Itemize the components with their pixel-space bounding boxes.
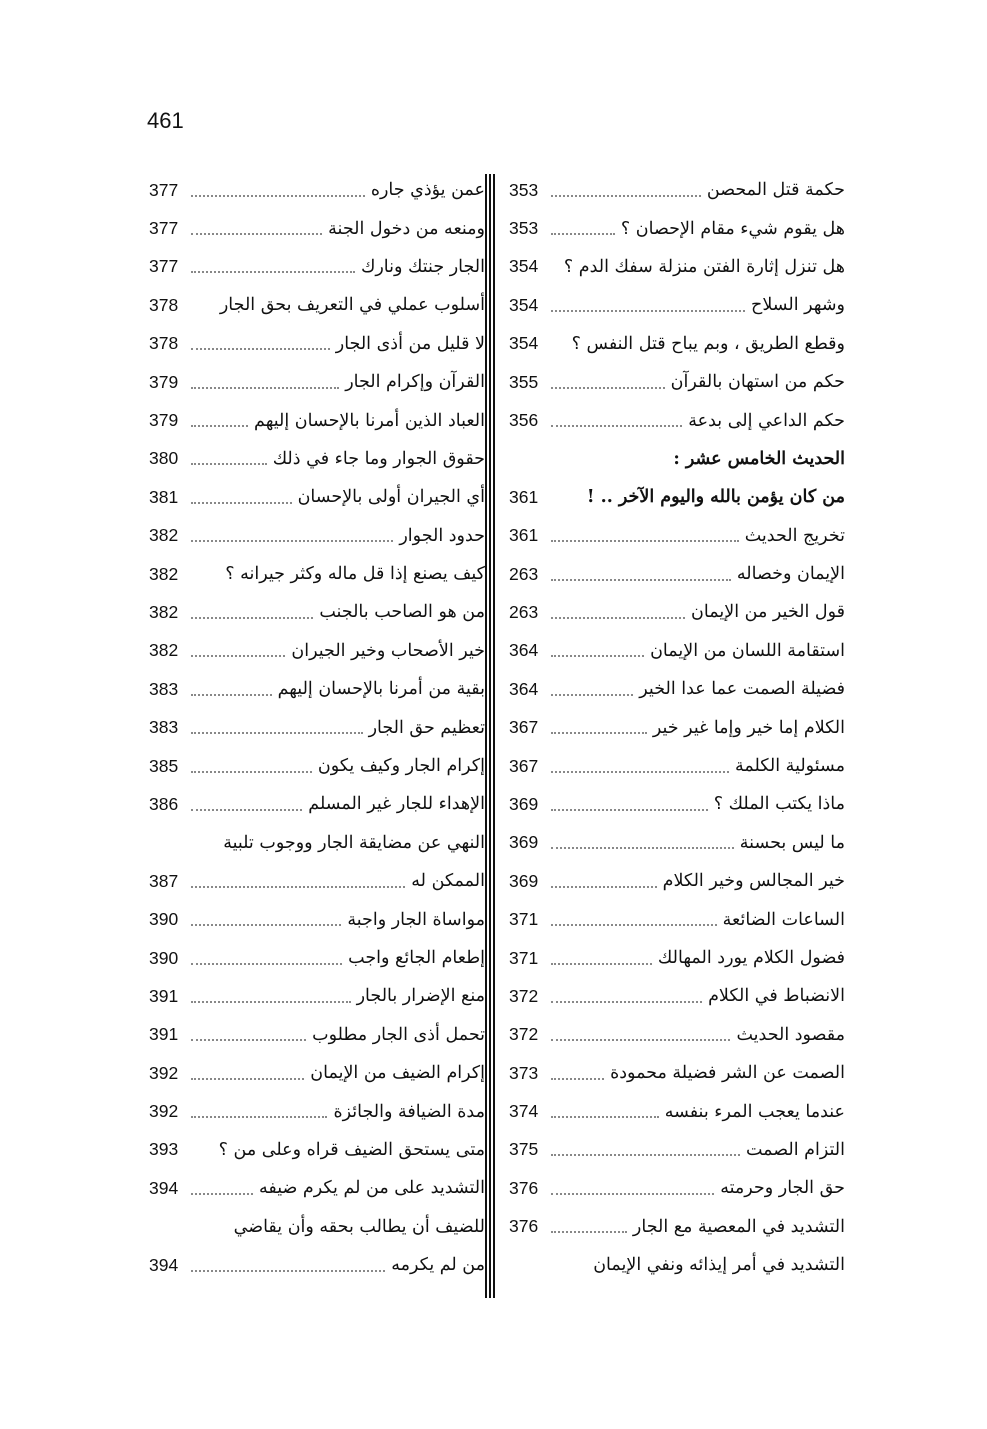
toc-entry bbox=[497, 939, 845, 977]
toc-entry bbox=[143, 785, 485, 823]
toc-entry-title: الإهداء للجار غير المسلم bbox=[308, 794, 485, 815]
toc-entry-page: 378 bbox=[149, 333, 179, 354]
toc-entry bbox=[143, 401, 485, 439]
toc-entry bbox=[143, 440, 485, 478]
toc-entry-page: 382 bbox=[149, 640, 179, 661]
toc-entry-title: إكرام الضيف من الإيمان bbox=[310, 1063, 485, 1084]
leader-dots bbox=[191, 616, 313, 619]
toc-entry bbox=[497, 1016, 845, 1054]
toc-entry-page: 354 bbox=[509, 294, 539, 315]
leader-dots bbox=[551, 194, 701, 197]
toc-entry-title: ماذا يكتب الملك ؟ bbox=[713, 794, 845, 815]
toc-entry-title: العباد الذين أمرنا بالإحسان إليهم bbox=[254, 410, 485, 431]
leader-dots bbox=[191, 1192, 253, 1195]
leader-dots bbox=[191, 654, 285, 657]
leader-dots bbox=[551, 885, 657, 888]
toc-entry-title: التزام الصمت bbox=[745, 1139, 845, 1160]
toc-entry-page: 371 bbox=[509, 947, 539, 968]
toc-entry-page: 374 bbox=[509, 1101, 539, 1122]
toc-entry-page: 391 bbox=[149, 985, 179, 1006]
leader-dots bbox=[551, 578, 731, 581]
toc-entry-page: 390 bbox=[149, 909, 179, 930]
toc-entry-title: أسلوب عملي في التعريف بحق الجار bbox=[219, 295, 485, 316]
leader-dots bbox=[551, 1230, 627, 1233]
toc-entry bbox=[497, 209, 845, 247]
toc-entry bbox=[143, 1246, 485, 1284]
toc-entry bbox=[497, 363, 845, 401]
toc-entry bbox=[497, 900, 845, 938]
toc-entry bbox=[143, 1054, 485, 1092]
toc-entry bbox=[497, 747, 845, 785]
toc-entry-page: 361 bbox=[509, 486, 539, 507]
toc-entry-page: 364 bbox=[509, 678, 539, 699]
toc-entry bbox=[143, 593, 485, 631]
toc-entry-title: الكلام إما خير وإما غير خير bbox=[652, 717, 845, 738]
toc-entry bbox=[497, 248, 845, 286]
leader-dots bbox=[191, 232, 322, 235]
toc-entry bbox=[143, 632, 485, 670]
leader-dots bbox=[551, 923, 717, 926]
leader-dots bbox=[191, 885, 405, 888]
toc-entry-title: لا قليل من أذى الجار bbox=[335, 333, 485, 354]
toc-entry-page: 380 bbox=[149, 448, 179, 469]
leader-dots bbox=[191, 808, 302, 811]
leader-dots bbox=[551, 386, 665, 389]
toc-entry-page: 353 bbox=[509, 179, 539, 200]
toc-entry-page: 394 bbox=[149, 1254, 179, 1275]
toc-entry-page: 379 bbox=[149, 371, 179, 392]
toc-entry-title: تخريج الحديث bbox=[744, 525, 845, 546]
toc-entry-page: 263 bbox=[509, 601, 539, 622]
toc-entry-page: 376 bbox=[509, 1177, 539, 1198]
toc-entry-title: بقية من أمرنا بالإحسان إليهم bbox=[277, 679, 485, 700]
leader-dots bbox=[191, 1038, 306, 1041]
toc-entry bbox=[497, 1169, 845, 1207]
leader-dots bbox=[191, 1077, 304, 1080]
toc-entry-title: خير الأصحاب وخير الجيران bbox=[291, 640, 485, 661]
toc-entry-title: التشديد في المعصية مع الجار bbox=[632, 1216, 845, 1237]
toc-entry-title: هل يقوم شيء مقام الإحصان ؟ bbox=[620, 218, 845, 239]
toc-entry-page: 383 bbox=[149, 717, 179, 738]
toc-entry bbox=[143, 517, 485, 555]
leader-dots bbox=[191, 1115, 327, 1118]
toc-entry-title: مدة الضيافة والجائزة bbox=[333, 1101, 485, 1122]
toc-entry-page: 379 bbox=[149, 410, 179, 431]
toc-entry-page: 393 bbox=[149, 1139, 179, 1160]
toc-entry-page: 377 bbox=[149, 218, 179, 239]
leader-dots bbox=[191, 923, 341, 926]
toc-entry-title: حدود الجوار bbox=[399, 525, 485, 546]
leader-dots bbox=[551, 1000, 702, 1003]
toc-entry-title: الحديث الخامس عشر : bbox=[673, 448, 845, 469]
toc-entry bbox=[497, 171, 845, 209]
leader-dots bbox=[551, 539, 739, 542]
toc-entry bbox=[497, 1246, 845, 1284]
toc-entry-page: 367 bbox=[509, 755, 539, 776]
leader-dots bbox=[551, 1153, 740, 1156]
toc-entry-page: 382 bbox=[149, 563, 179, 584]
leader-dots bbox=[191, 1000, 351, 1003]
toc-entry bbox=[143, 670, 485, 708]
toc-entry-page: 382 bbox=[149, 525, 179, 546]
toc-entry bbox=[497, 478, 845, 516]
leader-dots bbox=[551, 424, 682, 427]
toc-entry-title: وشهر السلاح bbox=[751, 295, 845, 316]
toc-entry bbox=[143, 824, 485, 862]
toc-entry-title: عمن يؤذي جاره bbox=[370, 180, 485, 201]
toc-entry bbox=[143, 209, 485, 247]
toc-entry-title: مسئولية الكلمة bbox=[734, 756, 845, 777]
toc-entry-title: للضيف أن يطالب بحقه وأن يقاضي bbox=[233, 1216, 485, 1237]
leader-dots bbox=[551, 770, 729, 773]
toc-entry bbox=[497, 517, 845, 555]
toc-entry bbox=[143, 1169, 485, 1207]
toc-entry bbox=[497, 862, 845, 900]
toc-entry-page: 369 bbox=[509, 832, 539, 853]
leader-dots bbox=[551, 693, 633, 696]
toc-entry-page: 392 bbox=[149, 1101, 179, 1122]
toc-entry bbox=[497, 824, 845, 862]
toc-entry-page: 391 bbox=[149, 1024, 179, 1045]
toc-entry-title: فضيلة الصمت عما عدا الخير bbox=[639, 679, 845, 700]
toc-entry-page: 386 bbox=[149, 793, 179, 814]
toc-entry bbox=[143, 363, 485, 401]
toc-entry bbox=[143, 977, 485, 1015]
toc-entry-page: 378 bbox=[149, 294, 179, 315]
toc-entry-title: الصمت عن الشر فضيلة محمودة bbox=[610, 1063, 845, 1084]
toc-entry-page: 361 bbox=[509, 525, 539, 546]
toc-entry-page: 367 bbox=[509, 717, 539, 738]
toc-entry-title: الساعات الضائعة bbox=[722, 909, 845, 930]
toc-entry-page: 373 bbox=[509, 1062, 539, 1083]
toc-entry-title: حكم الداعي إلى بدعة bbox=[688, 410, 845, 431]
toc-entry-title: التشديد في أمر إيذائه ونفي الإيمان bbox=[593, 1255, 845, 1276]
toc-entry bbox=[497, 286, 845, 324]
leader-dots bbox=[551, 616, 685, 619]
leader-dots bbox=[551, 808, 708, 811]
toc-entry-page: 385 bbox=[149, 755, 179, 776]
page-number: 461 bbox=[147, 108, 184, 133]
leader-dots bbox=[191, 693, 272, 696]
toc-entry-title: الجار جنتك ونارك bbox=[360, 256, 485, 277]
toc-entry-title: حق الجار وحرمته bbox=[720, 1178, 845, 1199]
toc-entry-title: وقطع الطريق ، وبم يباح قتل النفس ؟ bbox=[571, 333, 845, 354]
toc-entry bbox=[497, 708, 845, 746]
toc-entry-title: ومنعه من دخول الجنة bbox=[328, 218, 485, 239]
leader-dots bbox=[551, 1077, 604, 1080]
toc-entry-page: 381 bbox=[149, 486, 179, 507]
toc-entry bbox=[497, 1131, 845, 1169]
toc-entry-page: 369 bbox=[509, 793, 539, 814]
toc-entry bbox=[497, 440, 845, 478]
toc-entry-title: تعظيم حق الجار bbox=[368, 717, 485, 738]
toc-entry-page: 390 bbox=[149, 947, 179, 968]
toc-entry bbox=[143, 325, 485, 363]
toc-entry-page: 369 bbox=[509, 870, 539, 891]
leader-dots bbox=[551, 1038, 730, 1041]
toc-entry-title: حقوق الجوار وما جاء في ذلك bbox=[272, 448, 485, 469]
toc-entry-title: حكمة قتل المحصن bbox=[706, 180, 845, 201]
leader-dots bbox=[551, 846, 734, 849]
toc-entry-page: 263 bbox=[509, 563, 539, 584]
toc-entry bbox=[143, 1208, 485, 1246]
toc-entry bbox=[497, 1054, 845, 1092]
toc-entry-title: إكرام الجار وكيف يكون bbox=[317, 756, 485, 777]
toc-entry-title: من هو الصاحب بالجنب bbox=[319, 602, 485, 623]
toc-entry bbox=[143, 708, 485, 746]
leader-dots bbox=[191, 501, 292, 504]
toc-entry bbox=[143, 747, 485, 785]
toc-entry-title: خير المجالس وخير الكلام bbox=[662, 871, 845, 892]
toc-entry bbox=[143, 862, 485, 900]
column-divider bbox=[485, 174, 495, 1298]
toc-entry-page: 377 bbox=[149, 256, 179, 277]
toc-entry bbox=[497, 632, 845, 670]
toc-entry-title: قول الخير من الإيمان bbox=[691, 602, 845, 623]
toc-entry-page: 392 bbox=[149, 1062, 179, 1083]
toc-entry-title: من لم يكرمه bbox=[391, 1255, 485, 1276]
leader-dots bbox=[191, 270, 355, 273]
leader-dots bbox=[551, 731, 647, 734]
toc-entry bbox=[497, 555, 845, 593]
toc-entry-page: 355 bbox=[509, 371, 539, 392]
toc-entry-title: استقامة اللسان من الإيمان bbox=[650, 640, 845, 661]
toc-entry bbox=[143, 286, 485, 324]
leader-dots bbox=[551, 654, 644, 657]
toc-entry-title: عندما يعجب المرء بنفسه bbox=[664, 1101, 845, 1122]
leader-dots bbox=[191, 462, 267, 465]
toc-entry-page: 375 bbox=[509, 1139, 539, 1160]
toc-entry-title: الإيمان وخصاله bbox=[736, 564, 845, 585]
leader-dots bbox=[191, 194, 365, 197]
toc-entry-title: فضول الكلام يورد المهالك bbox=[657, 948, 845, 968]
toc-entry-page: 383 bbox=[149, 678, 179, 699]
toc-entry bbox=[497, 593, 845, 631]
toc-entry-page: 382 bbox=[149, 601, 179, 622]
leader-dots bbox=[191, 386, 339, 389]
toc-entry bbox=[497, 1092, 845, 1130]
toc-entry-title: هل تنزل إثارة الفتن منزلة سفك الدم ؟ bbox=[563, 256, 845, 277]
toc-entry-page: 394 bbox=[149, 1177, 179, 1198]
toc-entry-page: 377 bbox=[149, 179, 179, 200]
toc-entry-title: القرآن وإكرام الجار bbox=[345, 372, 485, 393]
leader-dots bbox=[551, 962, 652, 965]
toc-entry-title: حكم من استهان بالقرآن bbox=[670, 372, 845, 393]
leader-dots bbox=[191, 1269, 385, 1272]
toc-column-left bbox=[143, 171, 485, 1284]
leader-dots bbox=[551, 309, 745, 312]
toc-entry bbox=[497, 401, 845, 439]
toc-column-right bbox=[497, 171, 845, 1284]
toc-entry-page: 356 bbox=[509, 410, 539, 431]
toc-entry-page: 354 bbox=[509, 256, 539, 277]
toc-entry-title: أي الجيران أولى بالإحسان bbox=[297, 487, 485, 508]
toc-entry-title: متى يستحق الضيف قراه وعلى من ؟ bbox=[218, 1139, 485, 1160]
toc-entry-title: النهي عن مضايقة الجار ووجوب تلبية bbox=[223, 832, 485, 853]
toc-entry-page: 387 bbox=[149, 870, 179, 891]
toc-entry-page: 372 bbox=[509, 1024, 539, 1045]
toc-entry bbox=[497, 977, 845, 1015]
toc-entry-title: مواساة الجار واجبة bbox=[347, 909, 485, 930]
leader-dots bbox=[551, 1192, 714, 1195]
toc-entry bbox=[143, 171, 485, 209]
toc-entry bbox=[143, 555, 485, 593]
leader-dots bbox=[191, 770, 312, 773]
toc-entry-title: ما ليس بحسنة bbox=[739, 832, 845, 853]
toc-entry bbox=[143, 478, 485, 516]
toc-entry-title: إطعام الجائع واجب bbox=[348, 948, 485, 968]
toc-entry-title: منع الإضرار بالجار bbox=[356, 986, 485, 1007]
leader-dots bbox=[191, 539, 393, 542]
toc-entry-title: كيف يصنع إذا قل ماله وكثر جيرانه ؟ bbox=[225, 564, 485, 585]
toc-entry bbox=[497, 325, 845, 363]
leader-dots bbox=[551, 232, 615, 235]
toc-entry-title: الممكن له bbox=[411, 871, 485, 892]
toc-entry-page: 371 bbox=[509, 909, 539, 930]
toc-entry-page: 353 bbox=[509, 218, 539, 239]
toc-entry bbox=[143, 939, 485, 977]
toc-entry bbox=[143, 1092, 485, 1130]
toc-entry bbox=[497, 785, 845, 823]
toc-entry-page: 364 bbox=[509, 640, 539, 661]
toc-entry bbox=[143, 900, 485, 938]
toc-entry bbox=[143, 1131, 485, 1169]
toc-entry bbox=[497, 670, 845, 708]
leader-dots bbox=[191, 962, 342, 965]
toc-entry bbox=[143, 1016, 485, 1054]
toc-entry-page: 372 bbox=[509, 985, 539, 1006]
leader-dots bbox=[191, 731, 363, 734]
leader-dots bbox=[191, 424, 248, 427]
toc-entry-title: من كان يؤمن بالله واليوم الآخر .. ! bbox=[586, 487, 845, 508]
toc-entry-title: التشديد على من لم يكرم ضيفه bbox=[258, 1178, 485, 1199]
toc-entry-page: 354 bbox=[509, 333, 539, 354]
leader-dots bbox=[191, 347, 330, 350]
toc-entry-title: الانضباط في الكلام bbox=[708, 986, 845, 1007]
toc-entry bbox=[143, 248, 485, 286]
toc-entry-title: مقصود الحديث bbox=[736, 1024, 845, 1045]
toc-entry-page: 376 bbox=[509, 1216, 539, 1237]
toc-entry bbox=[497, 1208, 845, 1246]
leader-dots bbox=[551, 1115, 659, 1118]
toc-entry-title: تحمل أذى الجار مطلوب bbox=[312, 1024, 485, 1045]
